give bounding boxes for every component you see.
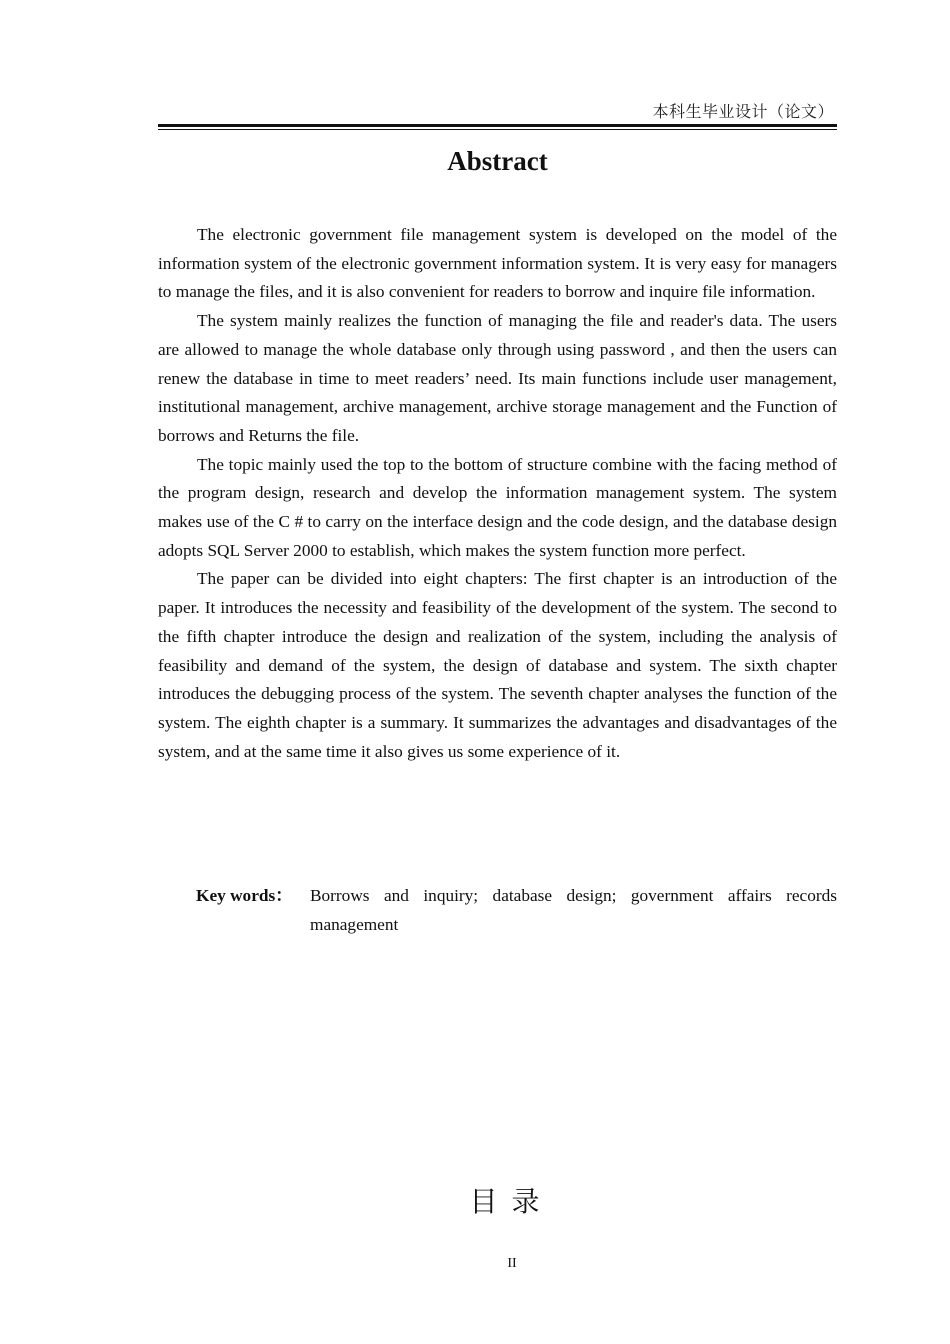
abstract-paragraph-3: The topic mainly used the top to the bottom of structure combine with the facing method of the program design, research and develop the information management system. The system makes use of the C # to carry on the interface design and the code design, and the database design adopts SQL Server 2000 to establish, which makes the system function more perfect.	[158, 454, 837, 560]
header-rule-thick	[158, 124, 837, 127]
keywords-label: Key words：	[196, 886, 293, 905]
abstract-body	[158, 221, 837, 766]
header-rule-thin	[158, 129, 837, 130]
abstract-paragraph-1: The electronic government file management system is developed on the model of the information system of the electronic government information system. It is very easy for managers to manage the files, and it is also convenient for readers to borrow and inquire file information.	[158, 225, 837, 302]
keywords-block	[196, 882, 837, 939]
running-header: 本科生毕业设计（论文）	[652, 104, 834, 121]
toc-title: 目录	[469, 1185, 554, 1218]
abstract-paragraph-4: The paper can be divided into eight chapters: The first chapter is an introduction of the paper. It introduces the necessity and feasibility of the development of the system. The second to the fifth chapter introduce the design and realization of the system, including the analysis of feasibility and demand of the system, the design of database and system. The sixth chapter introduces the debugging process of the system. The seventh chapter analyses the function of the system. The eighth chapter is a summary. It summarizes the advantages and disadvantages of the system, and at the same time it also gives us some experience of it.	[158, 569, 837, 761]
keywords-text: Borrows and inquiry; database design; government affairs records management	[310, 886, 837, 934]
page-number: II	[507, 1256, 517, 1271]
abstract-paragraph-2: The system mainly realizes the function of managing the file and reader's data. The users are allowed to manage the whole database only through using password , and then the users can renew the database in time to meet readers’ need. Its main functions include user management, institutional management, archive management, archive storage management and the Function of borrows and Returns the file.	[158, 311, 837, 445]
abstract-title: Abstract	[447, 146, 548, 176]
